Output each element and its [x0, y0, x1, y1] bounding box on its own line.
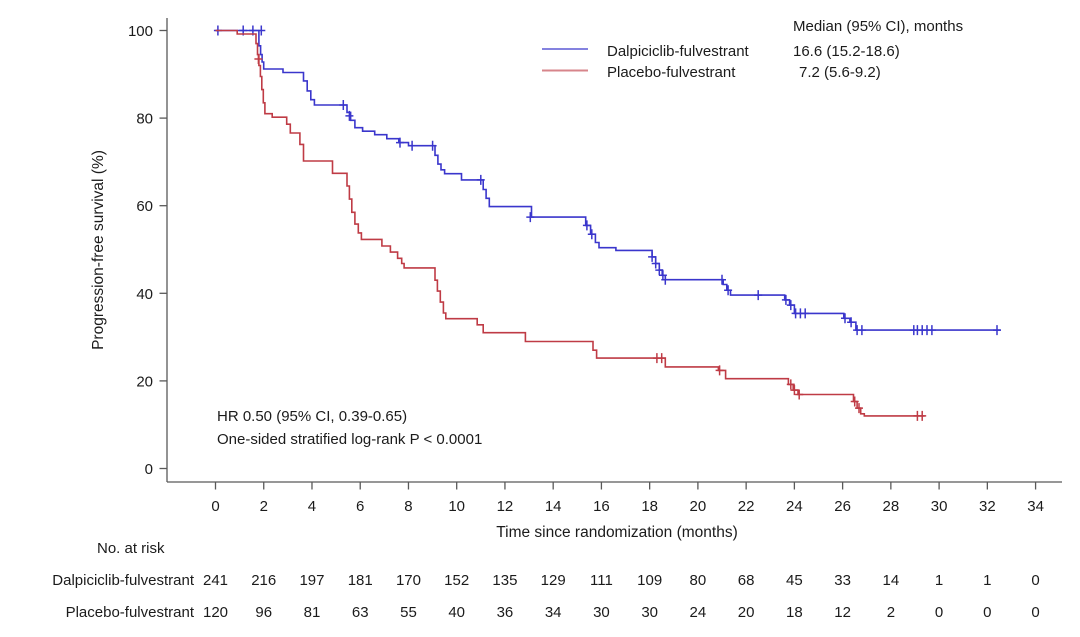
y-tick-label: 0	[144, 461, 153, 478]
risk-count: 80	[689, 572, 707, 589]
hr-annotation-line2: One-sided stratified log-rank P < 0.0001	[217, 431, 483, 448]
risk-count: 36	[496, 604, 514, 621]
x-tick-label: 26	[834, 498, 851, 515]
y-axis-title: Progression-free survival (%)	[90, 150, 107, 350]
x-tick-label: 28	[882, 498, 900, 515]
risk-count: 2	[886, 604, 896, 621]
legend-median-value: 16.6 (15.2-18.6)	[793, 43, 900, 60]
x-tick-label: 32	[978, 498, 996, 515]
risk-count: 0	[1031, 604, 1040, 621]
x-tick-label: 6	[356, 498, 365, 515]
risk-count: 120	[202, 604, 229, 621]
x-tick-label: 2	[259, 498, 268, 515]
x-tick-label: 4	[307, 498, 317, 515]
risk-count: 33	[834, 572, 851, 589]
x-tick-label: 14	[544, 498, 562, 515]
risk-count: 135	[492, 572, 518, 589]
y-tick-label: 40	[136, 285, 153, 303]
x-tick-label: 8	[404, 498, 413, 515]
risk-count: 68	[737, 572, 755, 589]
risk-row-label: Placebo-fulvestrant	[65, 604, 194, 621]
risk-row-label: Dalpiciclib-fulvestrant	[52, 572, 194, 589]
risk-count: 55	[400, 604, 417, 621]
risk-count: 14	[882, 572, 900, 589]
risk-count: 0	[983, 604, 992, 621]
risk-count: 109	[637, 572, 663, 589]
x-axis-title: Time since randomization (months)	[496, 524, 738, 541]
x-tick-label: 30	[930, 498, 948, 515]
x-tick-label: 24	[786, 498, 803, 515]
legend-label: Dalpiciclib-fulvestrant	[607, 43, 749, 60]
y-tick-label: 100	[127, 23, 153, 40]
risk-count: 111	[590, 572, 613, 589]
risk-table-title: No. at risk	[97, 540, 165, 557]
risk-count: 170	[395, 572, 421, 589]
risk-count: 20	[737, 604, 755, 621]
risk-count: 0	[934, 604, 944, 621]
risk-count: 30	[641, 604, 659, 621]
risk-count: 1	[934, 572, 944, 589]
x-tick-label: 18	[641, 498, 659, 515]
risk-count: 129	[540, 572, 566, 589]
risk-count: 181	[347, 572, 373, 589]
km-curve-placebo	[216, 31, 925, 416]
x-tick-label: 10	[448, 498, 466, 515]
risk-count: 63	[351, 604, 369, 621]
risk-count: 96	[255, 604, 273, 621]
legend-median-value: 7.2 (5.6-9.2)	[799, 64, 881, 81]
risk-count: 40	[448, 604, 466, 621]
risk-count: 12	[834, 604, 851, 621]
legend-label: Placebo-fulvestrant	[607, 64, 736, 81]
risk-count: 152	[444, 572, 470, 589]
risk-count: 30	[593, 604, 610, 621]
risk-count: 1	[983, 572, 992, 589]
y-tick-label: 20	[136, 373, 153, 391]
x-tick-label: 16	[593, 498, 610, 515]
x-tick-label: 12	[496, 498, 514, 515]
risk-count: 241	[202, 572, 229, 589]
risk-count: 45	[786, 572, 803, 589]
x-tick-label: 20	[689, 498, 707, 515]
y-tick-label: 80	[136, 110, 153, 128]
x-tick-label: 34	[1027, 498, 1044, 515]
hr-annotation-line1: HR 0.50 (95% CI, 0.39-0.65)	[217, 408, 408, 425]
x-tick-label: 22	[737, 498, 755, 515]
risk-count: 24	[689, 604, 707, 621]
legend-header: Median (95% CI), months	[793, 18, 964, 35]
censor-marks-placebo	[254, 54, 926, 421]
y-tick-label: 60	[136, 198, 153, 216]
risk-count: 216	[251, 572, 277, 589]
risk-count: 197	[299, 572, 325, 589]
risk-count: 18	[786, 604, 803, 621]
x-tick-label: 0	[211, 498, 220, 515]
risk-count: 0	[1031, 572, 1040, 589]
risk-count: 34	[544, 604, 562, 621]
risk-count: 81	[303, 604, 321, 621]
